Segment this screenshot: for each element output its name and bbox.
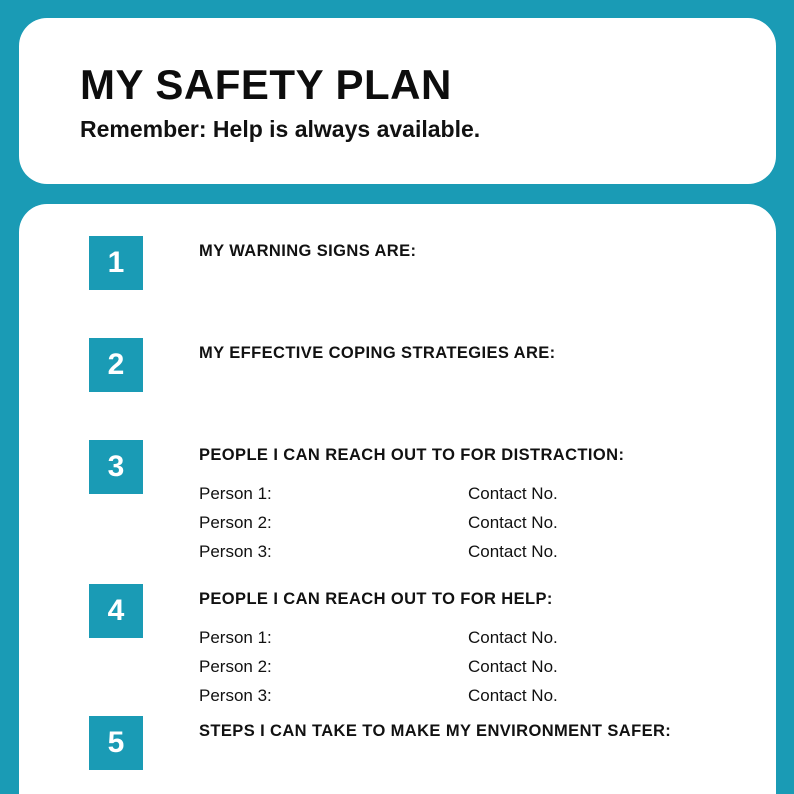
step-number-badge: 2	[89, 338, 143, 392]
step-number-badge: 4	[89, 584, 143, 638]
step-number-badge: 5	[89, 716, 143, 770]
contact-label: Contact No.	[468, 686, 558, 705]
page-subtitle: Remember: Help is always available.	[80, 116, 481, 142]
step-number-badge: 3	[89, 440, 143, 494]
contact-list	[199, 628, 719, 715]
contact-row	[199, 542, 719, 571]
contact-list	[199, 484, 719, 571]
contact-row	[199, 686, 719, 715]
person-label: Person 3:	[199, 542, 272, 561]
contact-row	[199, 628, 719, 657]
header-card	[19, 18, 776, 184]
contact-label: Contact No.	[468, 628, 558, 647]
contact-label: Contact No.	[468, 657, 558, 676]
contact-row	[199, 657, 719, 686]
contact-label: Contact No.	[468, 484, 558, 503]
safety-plan-card	[19, 204, 776, 794]
person-label: Person 1:	[199, 628, 272, 647]
person-label: Person 2:	[199, 513, 272, 532]
person-label: Person 3:	[199, 686, 272, 705]
contact-label: Contact No.	[468, 542, 558, 561]
step-heading: MY EFFECTIVE COPING STRATEGIES ARE:	[199, 344, 556, 362]
contact-label: Contact No.	[468, 513, 558, 532]
step-heading: PEOPLE I CAN REACH OUT TO FOR DISTRACTION:	[199, 446, 625, 464]
person-label: Person 2:	[199, 657, 272, 676]
step-heading: MY WARNING SIGNS ARE:	[199, 242, 417, 260]
step-heading: PEOPLE I CAN REACH OUT TO FOR HELP:	[199, 590, 553, 608]
contact-row	[199, 513, 719, 542]
step-heading: STEPS I CAN TAKE TO MAKE MY ENVIRONMENT SAFER:	[199, 722, 672, 740]
step-number-badge: 1	[89, 236, 143, 290]
contact-row	[199, 484, 719, 513]
page-title: MY SAFETY PLAN	[80, 61, 452, 108]
person-label: Person 1:	[199, 484, 272, 503]
